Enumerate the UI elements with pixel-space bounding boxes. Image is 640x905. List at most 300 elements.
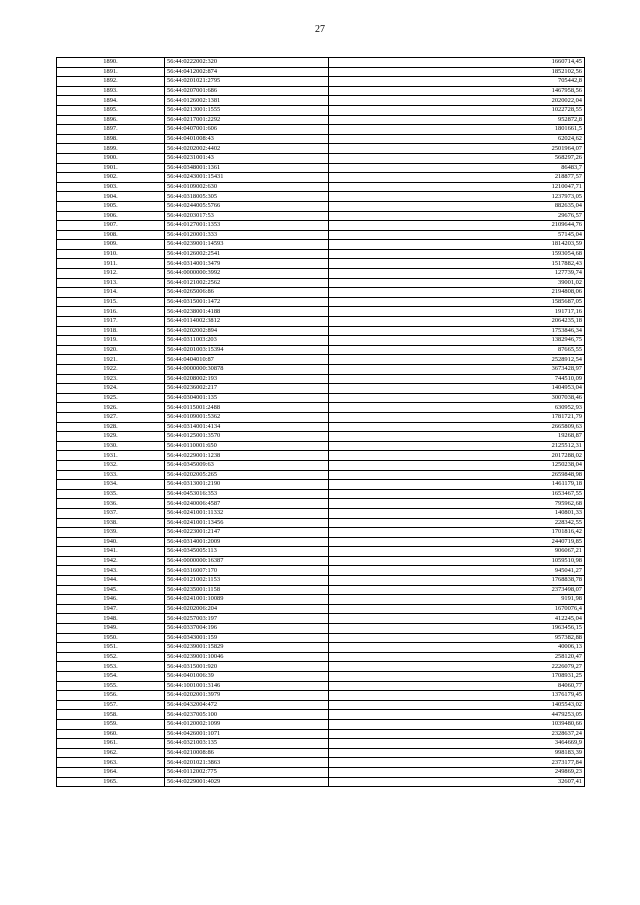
table-row <box>57 134 585 144</box>
row-number-cell: 1897. <box>57 125 165 135</box>
value-cell: 1670076,4 <box>329 604 585 614</box>
row-number-cell: 1900. <box>57 153 165 163</box>
value-cell: 3673428,97 <box>329 365 585 375</box>
row-number-cell: 1906. <box>57 211 165 221</box>
row-number-cell: 1947. <box>57 604 165 614</box>
table-row <box>57 729 585 739</box>
value-cell: 1467958,56 <box>329 86 585 96</box>
value-cell: 1210047,71 <box>329 182 585 192</box>
cadastral-number-cell: 56:44:0213001:1555 <box>165 105 329 115</box>
table-row <box>57 355 585 365</box>
row-number-cell: 1935. <box>57 489 165 499</box>
row-number-cell: 1922. <box>57 365 165 375</box>
table-row <box>57 393 585 403</box>
table-row <box>57 691 585 701</box>
table-row <box>57 211 585 221</box>
table-row <box>57 499 585 509</box>
table-row <box>57 700 585 710</box>
cadastral-number-cell: 56:44:0121002:2562 <box>165 278 329 288</box>
cadastral-number-cell: 56:44:0210008:86 <box>165 748 329 758</box>
table-row <box>57 163 585 173</box>
row-number-cell: 1903. <box>57 182 165 192</box>
row-number-cell: 1901. <box>57 163 165 173</box>
row-number-cell: 1957. <box>57 700 165 710</box>
cadastral-number-cell: 56:44:0202002:4402 <box>165 144 329 154</box>
cadastral-number-cell: 56:44:0315001:1472 <box>165 297 329 307</box>
value-cell: 998183,39 <box>329 748 585 758</box>
value-cell: 1814203,59 <box>329 240 585 250</box>
row-number-cell: 1964. <box>57 767 165 777</box>
row-number-cell: 1904. <box>57 192 165 202</box>
value-cell: 32607,41 <box>329 777 585 787</box>
value-cell: 2226079,27 <box>329 662 585 672</box>
value-cell: 140801,33 <box>329 508 585 518</box>
row-number-cell: 1926. <box>57 403 165 413</box>
cadastral-number-cell: 56:44:1001001:3146 <box>165 681 329 691</box>
table-row <box>57 662 585 672</box>
cadastral-number-cell: 56:44:0311003:203 <box>165 336 329 346</box>
cadastral-number-cell: 56:44:0257003:197 <box>165 614 329 624</box>
row-number-cell: 1915. <box>57 297 165 307</box>
row-number-cell: 1931. <box>57 451 165 461</box>
value-cell: 39001,02 <box>329 278 585 288</box>
table-row <box>57 528 585 538</box>
value-cell: 952872,8 <box>329 115 585 125</box>
cadastral-number-cell: 56:44:0321003:135 <box>165 739 329 749</box>
cadastral-number-cell: 56:44:0345009:63 <box>165 460 329 470</box>
row-number-cell: 1890. <box>57 58 165 68</box>
value-cell: 1039480,66 <box>329 719 585 729</box>
row-number-cell: 1927. <box>57 412 165 422</box>
value-cell: 4479253,05 <box>329 710 585 720</box>
table-row <box>57 288 585 298</box>
value-cell: 2064235,18 <box>329 317 585 327</box>
value-cell: 1237973,05 <box>329 192 585 202</box>
cadastral-number-cell: 56:44:0241001:11332 <box>165 508 329 518</box>
value-cell: 2665809,63 <box>329 422 585 432</box>
table-row <box>57 58 585 68</box>
value-cell: 744510,09 <box>329 374 585 384</box>
table-row <box>57 307 585 317</box>
value-cell: 1585687,05 <box>329 297 585 307</box>
cadastral-number-cell: 56:44:0314001:4134 <box>165 422 329 432</box>
table-row <box>57 537 585 547</box>
value-cell: 2109644,76 <box>329 221 585 231</box>
value-cell: 87665,55 <box>329 345 585 355</box>
value-cell: 2328637,24 <box>329 729 585 739</box>
row-number-cell: 1902. <box>57 173 165 183</box>
value-cell: 1593054,68 <box>329 249 585 259</box>
table-row <box>57 182 585 192</box>
table-row <box>57 192 585 202</box>
row-number-cell: 1960. <box>57 729 165 739</box>
row-number-cell: 1950. <box>57 633 165 643</box>
table-row <box>57 643 585 653</box>
value-cell: 1405543,02 <box>329 700 585 710</box>
value-cell: 1801661,5 <box>329 125 585 135</box>
cadastral-number-cell: 56:44:0243001:15431 <box>165 173 329 183</box>
table-row <box>57 153 585 163</box>
row-number-cell: 1943. <box>57 566 165 576</box>
row-number-cell: 1944. <box>57 576 165 586</box>
row-number-cell: 1959. <box>57 719 165 729</box>
cadastral-number-cell: 56:44:0121002:1153 <box>165 576 329 586</box>
cadastral-number-cell: 56:44:0241001:10089 <box>165 595 329 605</box>
cadastral-number-cell: 56:44:0202001:3979 <box>165 691 329 701</box>
row-number-cell: 1939. <box>57 528 165 538</box>
table-row <box>57 221 585 231</box>
value-cell: 1404953,04 <box>329 384 585 394</box>
value-cell: 9191,98 <box>329 595 585 605</box>
table-row <box>57 365 585 375</box>
value-cell: 1963456,15 <box>329 624 585 634</box>
table-row <box>57 681 585 691</box>
cadastral-number-cell: 56:44:0318005:305 <box>165 192 329 202</box>
row-number-cell: 1911. <box>57 259 165 269</box>
row-number-cell: 1940. <box>57 537 165 547</box>
table-row <box>57 278 585 288</box>
cadastral-number-cell: 56:44:0222002:320 <box>165 58 329 68</box>
value-cell: 1382946,75 <box>329 336 585 346</box>
value-cell: 1250238,04 <box>329 460 585 470</box>
value-cell: 1376179,45 <box>329 691 585 701</box>
value-cell: 412245,04 <box>329 614 585 624</box>
row-number-cell: 1965. <box>57 777 165 787</box>
value-cell: 2194808,06 <box>329 288 585 298</box>
table-row <box>57 144 585 154</box>
cadastral-number-cell: 56:44:0401006:39 <box>165 672 329 682</box>
table-row <box>57 489 585 499</box>
cadastral-number-cell: 56:44:0125001:3570 <box>165 432 329 442</box>
cadastral-number-cell: 56:44:0126002:2541 <box>165 249 329 259</box>
table-row <box>57 201 585 211</box>
value-cell: 1059510,98 <box>329 556 585 566</box>
cadastral-number-cell: 56:44:0407001:606 <box>165 125 329 135</box>
value-cell: 1768838,78 <box>329 576 585 586</box>
table-row <box>57 230 585 240</box>
table-row <box>57 249 585 259</box>
cadastral-number-cell: 56:44:0348001:1361 <box>165 163 329 173</box>
row-number-cell: 1896. <box>57 115 165 125</box>
value-cell: 705442,8 <box>329 77 585 87</box>
table-row <box>57 412 585 422</box>
value-cell: 62024,62 <box>329 134 585 144</box>
row-number-cell: 1956. <box>57 691 165 701</box>
table-row <box>57 374 585 384</box>
value-cell: 1701816,42 <box>329 528 585 538</box>
table-row <box>57 614 585 624</box>
cadastral-number-cell: 56:44:0240006:4587 <box>165 499 329 509</box>
cadastral-number-cell: 56:44:0314001:3479 <box>165 259 329 269</box>
table-row <box>57 710 585 720</box>
row-number-cell: 1908. <box>57 230 165 240</box>
cadastral-number-cell: 56:44:0316007:170 <box>165 566 329 576</box>
cadastral-number-cell: 56:44:0114002:3812 <box>165 317 329 327</box>
cadastral-number-cell: 56:44:0432004:472 <box>165 700 329 710</box>
cadastral-number-cell: 56:44:0239001:15829 <box>165 643 329 653</box>
table-row <box>57 556 585 566</box>
value-cell: 2501964,07 <box>329 144 585 154</box>
table-row <box>57 326 585 336</box>
value-cell: 57145,04 <box>329 230 585 240</box>
value-cell: 882635,04 <box>329 201 585 211</box>
table-row <box>57 105 585 115</box>
table-row <box>57 547 585 557</box>
table-row <box>57 739 585 749</box>
table-row <box>57 460 585 470</box>
cadastral-number-cell: 56:44:0239001:14593 <box>165 240 329 250</box>
cadastral-number-cell: 56:44:0109002:630 <box>165 182 329 192</box>
value-cell: 1660714,45 <box>329 58 585 68</box>
table-row <box>57 758 585 768</box>
cadastral-number-cell: 56:44:0229001:1238 <box>165 451 329 461</box>
value-cell: 40006,13 <box>329 643 585 653</box>
row-number-cell: 1928. <box>57 422 165 432</box>
cadastral-number-cell: 56:44:0202002:894 <box>165 326 329 336</box>
row-number-cell: 1934. <box>57 480 165 490</box>
row-number-cell: 1909. <box>57 240 165 250</box>
value-cell: 2373177,84 <box>329 758 585 768</box>
table-row <box>57 240 585 250</box>
row-number-cell: 1946. <box>57 595 165 605</box>
row-number-cell: 1941. <box>57 547 165 557</box>
cadastral-number-cell: 56:44:0235001:1158 <box>165 585 329 595</box>
value-cell: 957382,88 <box>329 633 585 643</box>
cadastral-number-cell: 56:44:0203017:53 <box>165 211 329 221</box>
cadastral-number-cell: 56:44:0000000:16387 <box>165 556 329 566</box>
table-row <box>57 125 585 135</box>
table-row <box>57 624 585 634</box>
row-number-cell: 1899. <box>57 144 165 154</box>
cadastral-number-cell: 56:44:0304001:135 <box>165 393 329 403</box>
row-number-cell: 1919. <box>57 336 165 346</box>
table-row <box>57 77 585 87</box>
cadastral-registry-table <box>56 57 585 787</box>
table-row <box>57 508 585 518</box>
row-number-cell: 1930. <box>57 441 165 451</box>
cadastral-number-cell: 56:44:0112002:775 <box>165 767 329 777</box>
cadastral-number-cell: 56:44:0201003:15394 <box>165 345 329 355</box>
cadastral-number-cell: 56:44:0231001:43 <box>165 153 329 163</box>
cadastral-number-cell: 56:44:0127001:1353 <box>165 221 329 231</box>
value-cell: 86483,7 <box>329 163 585 173</box>
cadastral-number-cell: 56:44:0401008:43 <box>165 134 329 144</box>
row-number-cell: 1961. <box>57 739 165 749</box>
value-cell: 258120,47 <box>329 652 585 662</box>
cadastral-number-cell: 56:44:0115001:2488 <box>165 403 329 413</box>
row-number-cell: 1932. <box>57 460 165 470</box>
cadastral-number-cell: 56:44:0207001:686 <box>165 86 329 96</box>
value-cell: 3007038,46 <box>329 393 585 403</box>
row-number-cell: 1945. <box>57 585 165 595</box>
table-row <box>57 470 585 480</box>
cadastral-number-cell: 56:44:0313001:2190 <box>165 480 329 490</box>
cadastral-number-cell: 56:44:0244005:5766 <box>165 201 329 211</box>
row-number-cell: 1942. <box>57 556 165 566</box>
table-row <box>57 269 585 279</box>
row-number-cell: 1894. <box>57 96 165 106</box>
value-cell: 1022728,55 <box>329 105 585 115</box>
cadastral-number-cell: 56:44:0217001:2292 <box>165 115 329 125</box>
cadastral-number-cell: 56:44:0202005:265 <box>165 470 329 480</box>
cadastral-number-cell: 56:44:0345005:113 <box>165 547 329 557</box>
value-cell: 127739,74 <box>329 269 585 279</box>
cadastral-number-cell: 56:44:0229001:4029 <box>165 777 329 787</box>
row-number-cell: 1912. <box>57 269 165 279</box>
value-cell: 1708931,25 <box>329 672 585 682</box>
value-cell: 191717,16 <box>329 307 585 317</box>
table-row <box>57 604 585 614</box>
row-number-cell: 1898. <box>57 134 165 144</box>
table-row <box>57 777 585 787</box>
cadastral-number-cell: 56:44:0223001:2147 <box>165 528 329 538</box>
table-row <box>57 345 585 355</box>
cadastral-number-cell: 56:44:0202006:204 <box>165 604 329 614</box>
row-number-cell: 1955. <box>57 681 165 691</box>
cadastral-number-cell: 56:44:0239001:10046 <box>165 652 329 662</box>
row-number-cell: 1905. <box>57 201 165 211</box>
table-row <box>57 422 585 432</box>
cadastral-number-cell: 56:44:0426001:1071 <box>165 729 329 739</box>
value-cell: 2373498,07 <box>329 585 585 595</box>
row-number-cell: 1958. <box>57 710 165 720</box>
value-cell: 84060,77 <box>329 681 585 691</box>
table-row <box>57 566 585 576</box>
value-cell: 2020022,04 <box>329 96 585 106</box>
cadastral-number-cell: 56:44:0109001:5362 <box>165 412 329 422</box>
row-number-cell: 1933. <box>57 470 165 480</box>
row-number-cell: 1962. <box>57 748 165 758</box>
table-row <box>57 518 585 528</box>
row-number-cell: 1924. <box>57 384 165 394</box>
row-number-cell: 1891. <box>57 67 165 77</box>
table-row <box>57 403 585 413</box>
value-cell: 2125512,31 <box>329 441 585 451</box>
table-row <box>57 719 585 729</box>
value-cell: 228342,55 <box>329 518 585 528</box>
table-row <box>57 451 585 461</box>
table-row <box>57 748 585 758</box>
table-row <box>57 441 585 451</box>
row-number-cell: 1952. <box>57 652 165 662</box>
row-number-cell: 1917. <box>57 317 165 327</box>
value-cell: 1517882,43 <box>329 259 585 269</box>
cadastral-number-cell: 56:44:0000000:3992 <box>165 269 329 279</box>
table-row <box>57 317 585 327</box>
cadastral-number-cell: 56:44:0404010:87 <box>165 355 329 365</box>
value-cell: 3464669,9 <box>329 739 585 749</box>
row-number-cell: 1953. <box>57 662 165 672</box>
value-cell: 29676,57 <box>329 211 585 221</box>
row-number-cell: 1963. <box>57 758 165 768</box>
cadastral-number-cell: 56:44:0126002:1381 <box>165 96 329 106</box>
value-cell: 630952,93 <box>329 403 585 413</box>
table-row <box>57 259 585 269</box>
row-number-cell: 1914. <box>57 288 165 298</box>
table-row <box>57 652 585 662</box>
cadastral-number-cell: 56:44:0237005:100 <box>165 710 329 720</box>
row-number-cell: 1949. <box>57 624 165 634</box>
value-cell: 2528912,54 <box>329 355 585 365</box>
row-number-cell: 1921. <box>57 355 165 365</box>
table-row <box>57 336 585 346</box>
value-cell: 795962,68 <box>329 499 585 509</box>
row-number-cell: 1893. <box>57 86 165 96</box>
row-number-cell: 1948. <box>57 614 165 624</box>
table-row <box>57 633 585 643</box>
table-row <box>57 173 585 183</box>
cadastral-number-cell: 56:44:0453016:353 <box>165 489 329 499</box>
table-row <box>57 595 585 605</box>
value-cell: 2659848,98 <box>329 470 585 480</box>
row-number-cell: 1925. <box>57 393 165 403</box>
value-cell: 218877,57 <box>329 173 585 183</box>
cadastral-number-cell: 56:44:0236002:217 <box>165 384 329 394</box>
value-cell: 1461179,18 <box>329 480 585 490</box>
table-row <box>57 432 585 442</box>
cadastral-number-cell: 56:44:0238001:4188 <box>165 307 329 317</box>
table-row <box>57 297 585 307</box>
cadastral-number-cell: 56:44:0265006:86 <box>165 288 329 298</box>
row-number-cell: 1929. <box>57 432 165 442</box>
table-row <box>57 384 585 394</box>
row-number-cell: 1938. <box>57 518 165 528</box>
table-row <box>57 585 585 595</box>
row-number-cell: 1907. <box>57 221 165 231</box>
table-row <box>57 115 585 125</box>
row-number-cell: 1936. <box>57 499 165 509</box>
row-number-cell: 1910. <box>57 249 165 259</box>
row-number-cell: 1937. <box>57 508 165 518</box>
cadastral-number-cell: 56:44:0412002:874 <box>165 67 329 77</box>
cadastral-number-cell: 56:44:0343001:159 <box>165 633 329 643</box>
value-cell: 1781721,79 <box>329 412 585 422</box>
cadastral-number-cell: 56:44:0201021:2795 <box>165 77 329 87</box>
cadastral-number-cell: 56:44:0120001:333 <box>165 230 329 240</box>
value-cell: 2017288,02 <box>329 451 585 461</box>
row-number-cell: 1920. <box>57 345 165 355</box>
table-row <box>57 67 585 77</box>
row-number-cell: 1913. <box>57 278 165 288</box>
table-row <box>57 672 585 682</box>
cadastral-number-cell: 56:44:0201021:3863 <box>165 758 329 768</box>
row-number-cell: 1951. <box>57 643 165 653</box>
cadastral-number-cell: 56:44:0315001:920 <box>165 662 329 672</box>
cadastral-number-cell: 56:44:0110001:650 <box>165 441 329 451</box>
cadastral-number-cell: 56:44:0208002:193 <box>165 374 329 384</box>
cadastral-number-cell: 56:44:0120002:1099 <box>165 719 329 729</box>
row-number-cell: 1892. <box>57 77 165 87</box>
row-number-cell: 1895. <box>57 105 165 115</box>
cadastral-number-cell: 56:44:0314001:2009 <box>165 537 329 547</box>
value-cell: 1653467,55 <box>329 489 585 499</box>
cadastral-number-cell: 56:44:0000000:30878 <box>165 365 329 375</box>
row-number-cell: 1923. <box>57 374 165 384</box>
cadastral-number-cell: 56:44:0241001:13456 <box>165 518 329 528</box>
value-cell: 2440719,85 <box>329 537 585 547</box>
table-row <box>57 480 585 490</box>
row-number-cell: 1954. <box>57 672 165 682</box>
value-cell: 568297,26 <box>329 153 585 163</box>
page-number: 27 <box>315 24 325 35</box>
value-cell: 1753846,34 <box>329 326 585 336</box>
table-row <box>57 96 585 106</box>
row-number-cell: 1918. <box>57 326 165 336</box>
cadastral-number-cell: 56:44:0337004:196 <box>165 624 329 634</box>
table-row <box>57 86 585 96</box>
table-body <box>57 58 585 787</box>
value-cell: 945041,27 <box>329 566 585 576</box>
